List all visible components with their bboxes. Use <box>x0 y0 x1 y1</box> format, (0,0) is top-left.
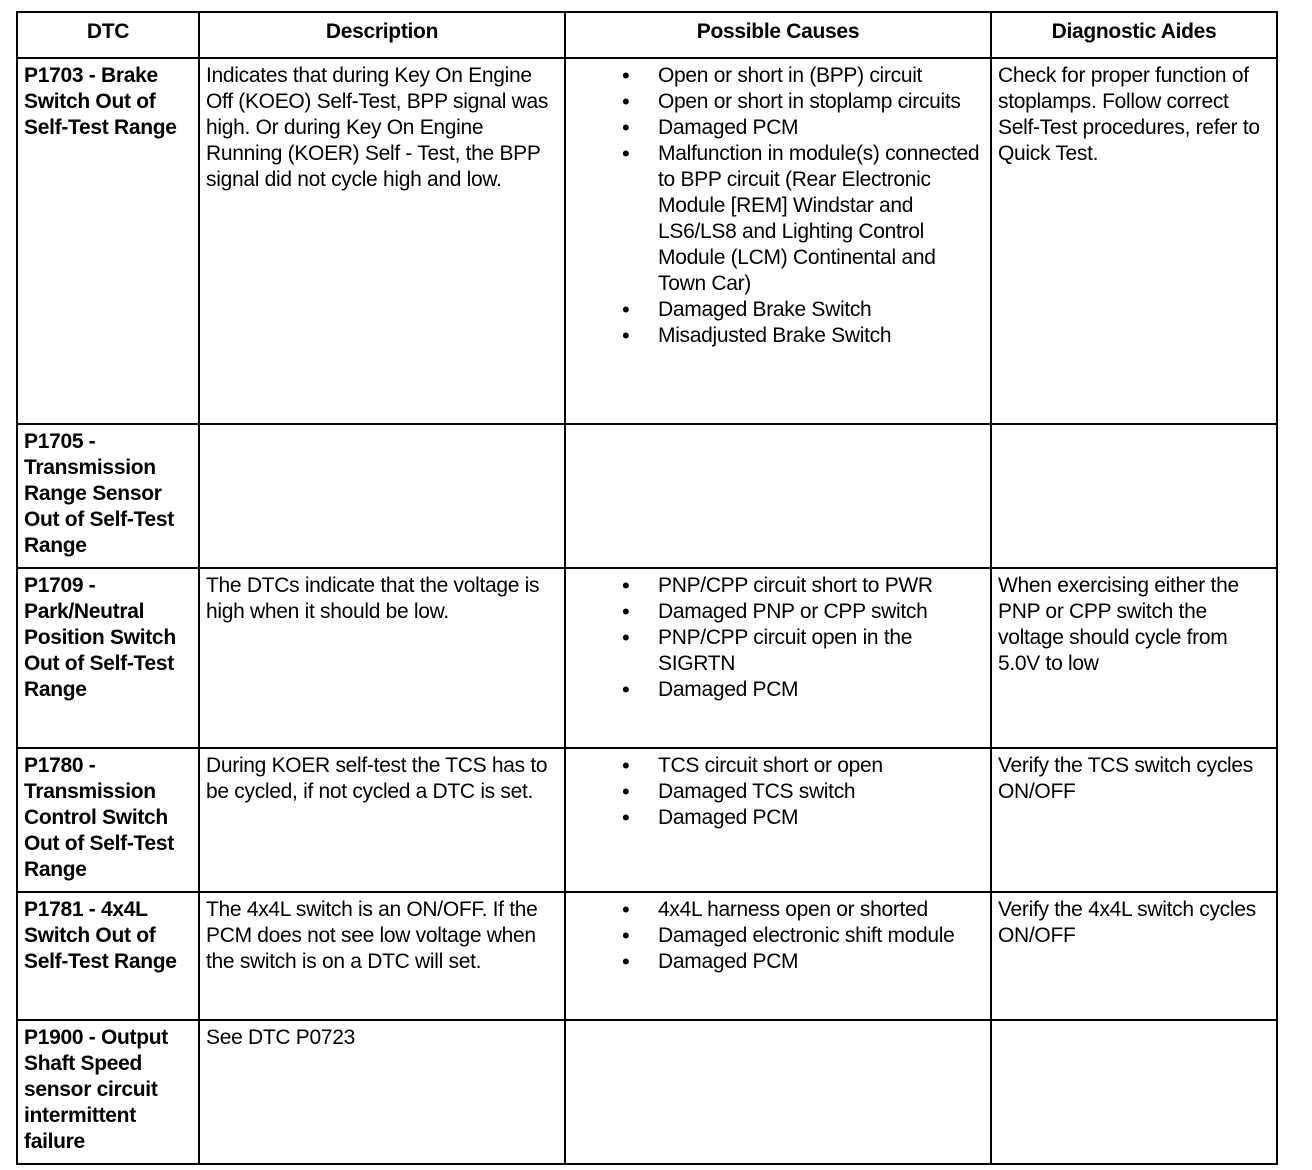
cause-item: • Damaged TCS switch <box>658 779 984 805</box>
cause-item: • PNP/CPP circuit short to PWR <box>658 573 984 599</box>
possible-causes <box>565 58 991 424</box>
table-row <box>17 58 1277 424</box>
dtc-description: The DTCs indicate that the voltage is high when it should be low. <box>199 568 565 748</box>
dtc-table <box>16 11 1278 1165</box>
diagnostic-aide: Verify the TCS switch cycles ON/OFF <box>991 748 1277 892</box>
causes-list <box>572 897 984 975</box>
possible-causes <box>565 1020 991 1164</box>
header-possible-causes: Possible Causes <box>565 12 991 58</box>
diagnostic-aide: Check for proper function of stoplamps. Follow correct Self-Test procedures, refer to Quick Test. <box>991 58 1277 424</box>
dtc-description: Indicates that during Key On Engine Off (KOEO) Self-Test, BPP signal was high. Or during Key On Engine Running (KOER) Self - Test, the BPP signal did not cycle high and low. <box>199 58 565 424</box>
dtc-description: The 4x4L switch is an ON/OFF. If the PCM does not see low voltage when the switch is on a DTC will set. <box>199 892 565 1020</box>
dtc-code: P1703 - Brake Switch Out of Self-Test Range <box>17 58 199 424</box>
cause-item: • Damaged PCM <box>658 949 984 975</box>
diagnostic-aide <box>991 424 1277 568</box>
cause-item: • Damaged Brake Switch <box>658 297 984 323</box>
dtc-code: P1705 - Transmission Range Sensor Out of Self-Test Range <box>17 424 199 568</box>
cause-item: • Damaged PNP or CPP switch <box>658 599 984 625</box>
diagnostic-aide: When exercising either the PNP or CPP switch the voltage should cycle from 5.0V to low <box>991 568 1277 748</box>
header-dtc: DTC <box>17 12 199 58</box>
dtc-description <box>199 424 565 568</box>
header-row <box>17 12 1277 58</box>
cause-item: • Damaged PCM <box>658 805 984 831</box>
possible-causes <box>565 892 991 1020</box>
dtc-description: During KOER self-test the TCS has to be cycled, if not cycled a DTC is set. <box>199 748 565 892</box>
cause-item: • Open or short in (BPP) circuit <box>658 63 984 89</box>
possible-causes <box>565 424 991 568</box>
diagnostic-aide: Verify the 4x4L switch cycles ON/OFF <box>991 892 1277 1020</box>
diagnostic-aide <box>991 1020 1277 1164</box>
causes-list <box>572 573 984 703</box>
cause-item: • TCS circuit short or open <box>658 753 984 779</box>
header-diagnostic-aides: Diagnostic Aides <box>991 12 1277 58</box>
header-description: Description <box>199 12 565 58</box>
cause-item: • Damaged PCM <box>658 677 984 703</box>
dtc-code: P1780 - Transmission Control Switch Out of Self-Test Range <box>17 748 199 892</box>
cause-item: • 4x4L harness open or shorted <box>658 897 984 923</box>
causes-list <box>572 753 984 831</box>
cause-item: • PNP/CPP circuit open in the SIGRTN <box>658 625 984 677</box>
table-row <box>17 892 1277 1020</box>
possible-causes <box>565 748 991 892</box>
cause-item: • Open or short in stoplamp circuits <box>658 89 984 115</box>
cause-item: • Damaged electronic shift module <box>658 923 984 949</box>
cause-item: • Malfunction in module(s) connected to BPP circuit (Rear Electronic Module [REM] Windstar and LS6/LS8 and Lighting Control Module (LCM) Continental and Town Car) <box>658 141 984 297</box>
cause-item: • Damaged PCM <box>658 115 984 141</box>
causes-list <box>572 63 984 349</box>
table-row <box>17 748 1277 892</box>
dtc-description: See DTC P0723 <box>199 1020 565 1164</box>
table-row <box>17 424 1277 568</box>
table-row <box>17 1020 1277 1164</box>
dtc-code: P1781 - 4x4L Switch Out of Self-Test Range <box>17 892 199 1020</box>
dtc-code: P1709 - Park/Neutral Position Switch Out of Self-Test Range <box>17 568 199 748</box>
table-row <box>17 568 1277 748</box>
dtc-code: P1900 - Output Shaft Speed sensor circuit intermittent failure <box>17 1020 199 1164</box>
possible-causes <box>565 568 991 748</box>
cause-item: • Misadjusted Brake Switch <box>658 323 984 349</box>
